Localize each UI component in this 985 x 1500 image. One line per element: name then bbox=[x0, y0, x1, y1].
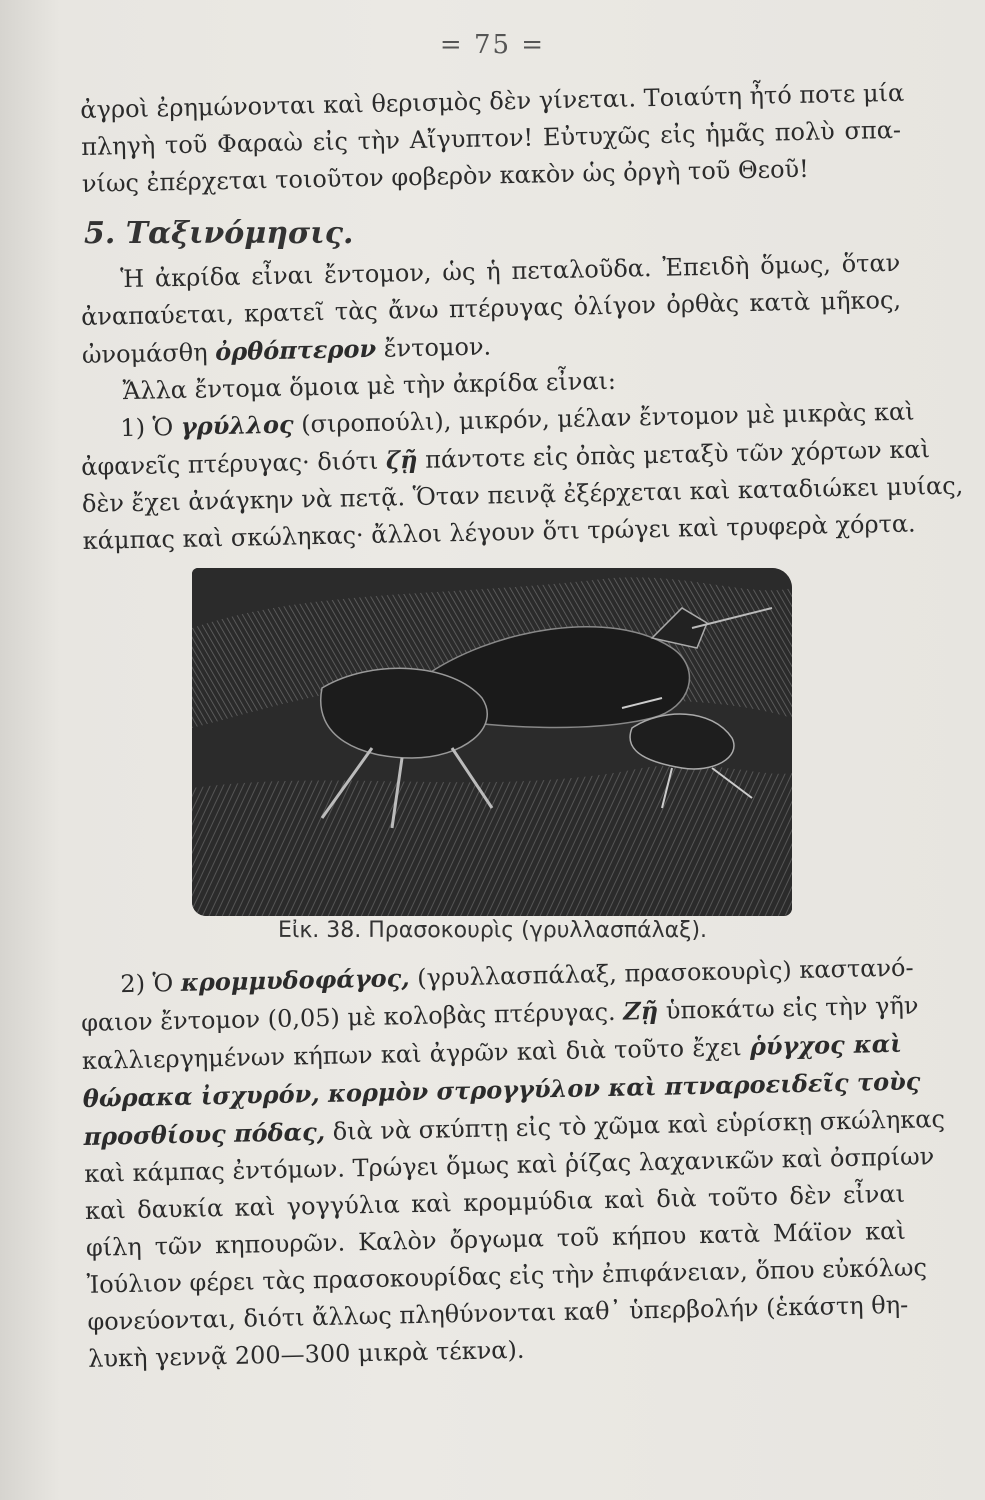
text-run: φαιον ἔντομον (0,05) μὲ κολοβὰς πτέρυγας. bbox=[80, 997, 624, 1037]
text-line: Ἄλλα ἔντομα ὅμοια μὲ τὴν ἀκρίδα εἶναι: bbox=[122, 366, 617, 406]
text-line: νίως ἐπέρχεται τοιοῦτον φοβερὸν κακὸν ὡς ὀργὴ τοῦ Θεοῦ! bbox=[81, 154, 810, 198]
text-run: διὰ νὰ σκύπτῃ εἰς τὸ χῶμα καὶ εὑρίσκῃ σκώληκας bbox=[324, 1104, 946, 1146]
text-run: πάντοτε εἰς ὀπὰς μεταξὺ τῶν χόρτων καὶ bbox=[417, 435, 931, 474]
text-line: Ἰούλιον φέρει τὰς πρασοκουρίδας εἰς τὴν ἐπιφάνειαν, ὅπου εὐκόλως bbox=[86, 1253, 928, 1299]
paragraph-classification bbox=[80, 245, 903, 411]
paragraph-intro bbox=[80, 75, 905, 203]
text-line: πληγὴ τοῦ Φαραὼ εἰς τὴν Αἴγυπτον! Εὐτυχῶς εἰς ἡμᾶς πολὺ σπα- bbox=[80, 115, 902, 161]
text-run: ἔντομον. bbox=[375, 332, 492, 363]
text-run: ὠνομάσθη bbox=[81, 338, 216, 369]
text-line: Ἡ ἀκρίδα εἶναι ἔντομον, ὡς ἡ πεταλοῦδα. Ἐπειδὴ ὅμως, ὅταν bbox=[120, 248, 901, 294]
text-line: φονεύονται, διότι ἄλλως πληθύνονται καθ᾽ ὑπερβολήν (ἑκάστη θη- bbox=[87, 1290, 909, 1336]
bold-term: ῥύγχος καὶ bbox=[749, 1028, 903, 1061]
bold-term: ὀρθόπτερον bbox=[214, 333, 377, 367]
text-line: φίλη τῶν κηπουρῶν. Καλὸν ὄργωμα τοῦ κήπου κατὰ Μάϊον καὶ bbox=[85, 1216, 907, 1262]
bold-term: προσθίους πόδας, bbox=[83, 1116, 326, 1151]
figure-caption: Εἰκ. 38. Πρασοκουρὶς (γρυλλασπάλαξ). bbox=[277, 918, 708, 943]
section-title: 5. Ταξινόμησις. bbox=[84, 216, 354, 251]
text-run: ἀφανεῖς πτέρυγας· διότι bbox=[80, 446, 387, 481]
text-line: λυκὴ γεννᾷ 200—300 μικρὰ τέκνα). bbox=[87, 1335, 525, 1373]
text-run: 1) Ὁ bbox=[120, 412, 182, 443]
bold-term: κρομμυδοφάγος, bbox=[180, 963, 410, 997]
mole-cricket-illustration bbox=[192, 568, 792, 916]
text-run: 2) Ὁ bbox=[120, 968, 182, 999]
bold-term: θώρακα ἰσχυρόν, κορμὸν στρογγύλον καὶ πτναροειδεῖς τοὺς bbox=[82, 1066, 921, 1113]
bold-term: ζῇ bbox=[385, 444, 418, 475]
paragraph-item-1 bbox=[80, 393, 964, 560]
text-line: ἀγροὶ ἐρημώνονται καὶ θερισμὸς δὲν γίνεται. Τοιαύτη ἦτό ποτε μία bbox=[80, 78, 905, 124]
paragraph-item-2 bbox=[80, 949, 946, 1378]
text-run: (σιροπούλι), μικρόν, μέλαν ἔντομον μὲ μικρὰς καὶ bbox=[293, 397, 915, 439]
text-line: καὶ δαυκία καὶ γογγύλια καὶ κρομμύδια καὶ διὰ τοῦτο δὲν εἶναι bbox=[84, 1179, 906, 1225]
text-line: καὶ κάμπας ἐντόμων. Τρώγει ὅμως καὶ ῥίζας λαχανικῶν καὶ ὀσπρίων bbox=[84, 1142, 935, 1188]
bold-term: Ζῇ bbox=[622, 995, 659, 1026]
text-run: καλλιεργημένων κήπων καὶ ἀγρῶν καὶ διὰ τοῦτο ἔχει bbox=[81, 1032, 751, 1075]
text-line: κάμπας καὶ σκώληκας· ἄλλοι λέγουν ὅτι τρώγει καὶ τρυφερὰ χόρτα. bbox=[82, 509, 916, 555]
engraving-image bbox=[192, 568, 792, 916]
page-number: = 75 = bbox=[439, 30, 546, 60]
text-line: ἀναπαύεται, κρατεῖ τὰς ἄνω πτέρυγας ὀλίγον ὀρθὰς κατὰ μῆκος, bbox=[80, 285, 902, 331]
bold-term: γρύλλος bbox=[180, 409, 294, 441]
text-line: δὲν ἔχει ἀνάγκην νὰ πετᾷ. Ὅταν πεινᾷ ἐξέρχεται καὶ καταδιώκει μυίας, bbox=[81, 471, 964, 518]
text-run: ὑποκάτω εἰς τὴν γῆν bbox=[657, 991, 919, 1025]
text-run: (γρυλλασπάλαξ, πρασοκουρὶς) καστανό- bbox=[409, 953, 914, 993]
